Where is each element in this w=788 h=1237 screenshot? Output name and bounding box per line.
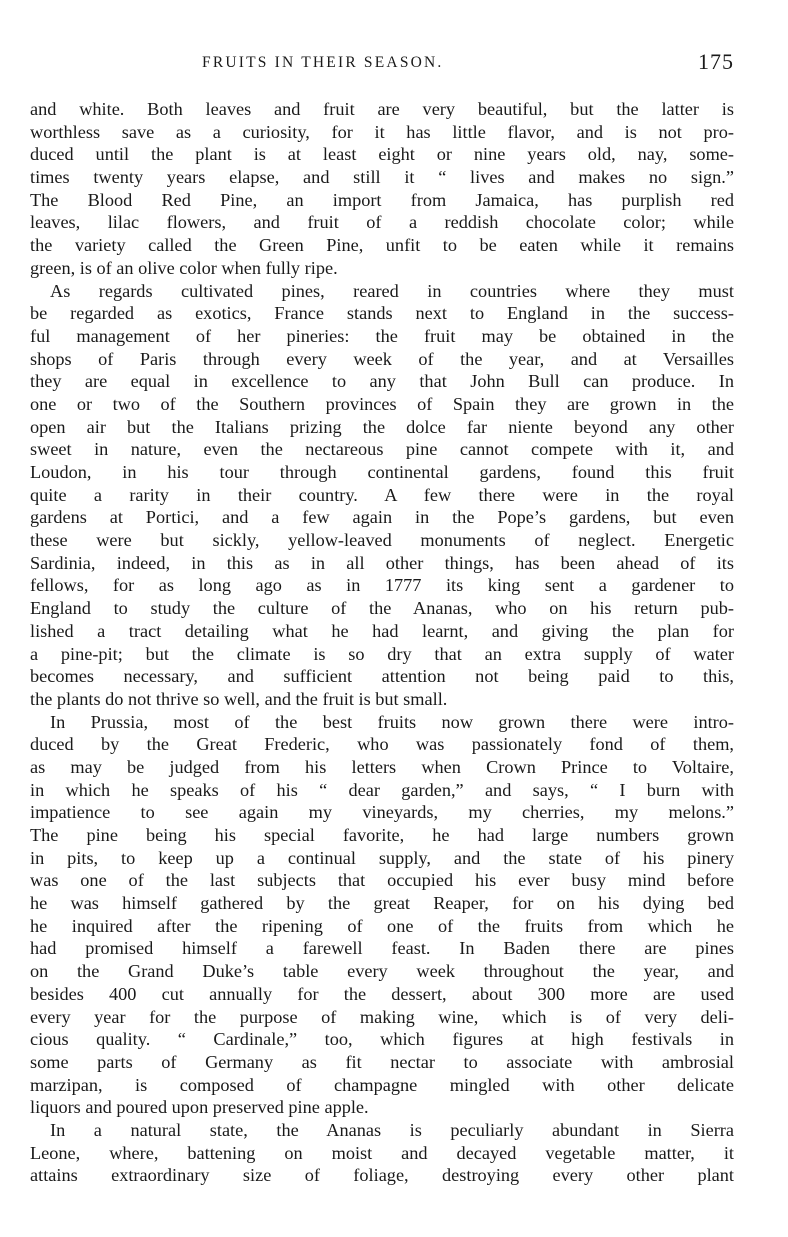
text-line: The pine being his special favorite, he had large numbers grown xyxy=(30,825,734,845)
page-header xyxy=(30,44,734,78)
text-line: attains extraordinary size of foliage, destroying every other plant xyxy=(30,1165,734,1186)
text-line: As regards cultivated pines, reared in countries where they must xyxy=(50,280,734,301)
text-line: England to study the culture of the Ananas, who on his return pub- xyxy=(30,598,734,619)
text-line: Leone, where, battening on moist and decayed vegetable matter, it xyxy=(30,1142,734,1163)
text-line: leaves, lilac flowers, and fruit of a reddish chocolate color; while xyxy=(30,212,734,233)
text-line: marzipan, is composed of champagne mingled with other delicate xyxy=(30,1074,734,1095)
text-line: shops of Paris through every week of the year, and at Versailles xyxy=(30,348,734,369)
text-line: one or two of the Southern provinces of Spain they are grown in the xyxy=(30,393,734,414)
text-line: the plants do not thrive so well, and the fruit is but small. xyxy=(30,688,448,709)
text-line: the variety called the Green Pine, unfit to be eaten while it remains xyxy=(30,235,734,256)
text-line: fellows, for as long ago as in 1777 its king sent a gardener to xyxy=(30,575,734,596)
text-line: he was himself gathered by the great Reaper, for on his dying bed xyxy=(30,893,734,914)
text-line: open air but the Italians prizing the dolce far niente beyond any other xyxy=(30,416,734,437)
text-line: some parts of Germany as fit nectar to associate with ambrosial xyxy=(30,1051,734,1072)
text-line: had promised himself a farewell feast. In Baden there are pines xyxy=(30,938,734,959)
body-text xyxy=(30,98,734,1187)
text-line: in pits, to keep up a continual supply, and the state of his pinery xyxy=(30,847,734,868)
text-line: as may be judged from his letters when Crown Prince to Voltaire, xyxy=(30,756,734,777)
text-line: besides 400 cut annually for the dessert, about 300 more are used xyxy=(30,983,734,1004)
text-line: becomes necessary, and sufficient attention not being paid to this, xyxy=(30,666,734,687)
text-line: be regarded as exotics, France stands next to England in the success- xyxy=(30,303,734,324)
text-line: cious quality. “ Cardinale,” too, which figures at high festivals in xyxy=(30,1029,734,1050)
text-line: duced by the Great Frederic, who was passionately fond of them, xyxy=(30,734,734,755)
text-line: was one of the last subjects that occupied his ever busy mind before xyxy=(30,870,734,891)
book-page xyxy=(30,44,734,1187)
text-line: impatience to see again my vineyards, my cherries, my melons.” xyxy=(30,802,734,823)
text-line: these were but sickly, yellow-leaved monuments of neglect. Energetic xyxy=(30,530,734,551)
text-line: ful management of her pineries: the fruit may be obtained in the xyxy=(30,325,734,346)
text-line: on the Grand Duke’s table every week throughout the year, and xyxy=(30,961,734,982)
text-line: liquors and poured upon preserved pine apple. xyxy=(30,1097,369,1118)
text-line: quite a rarity in their country. A few there were in the royal xyxy=(30,484,734,505)
text-line: a pine-pit; but the climate is so dry that an extra supply of water xyxy=(30,643,734,664)
text-line: Loudon, in his tour through continental gardens, found this fruit xyxy=(30,462,734,482)
text-line: sweet in nature, even the nectareous pine cannot compete with it, and xyxy=(30,439,734,460)
text-line: In Prussia, most of the best fruits now grown there were intro- xyxy=(50,711,734,732)
text-line: green, is of an olive color when fully ripe. xyxy=(30,257,338,278)
running-title: FRUITS IN THEIR SEASON. xyxy=(202,54,444,71)
text-line: duced until the plant is at least eight or nine years old, nay, some- xyxy=(30,144,734,165)
text-line: and white. Both leaves and fruit are very beautiful, but the latter is xyxy=(30,99,734,119)
text-line: they are equal in excellence to any that John Bull can produce. In xyxy=(30,371,734,392)
text-line: Sardinia, indeed, in this as in all other things, has been ahead of its xyxy=(30,552,734,573)
text-line: In a natural state, the Ananas is peculiarly abundant in Sierra xyxy=(50,1119,734,1140)
text-line: lished a tract detailing what he had learnt, and giving the plan for xyxy=(30,620,734,641)
text-line: in which he speaks of his “ dear garden,” and says, “ I burn with xyxy=(30,779,734,800)
text-line: The Blood Red Pine, an import from Jamaica, has purplish red xyxy=(30,189,734,210)
text-line: times twenty years elapse, and still it “ lives and makes no sign.” xyxy=(30,167,734,188)
text-line: every year for the purpose of making wine, which is of very deli- xyxy=(30,1006,734,1027)
text-line: he inquired after the ripening of one of the fruits from which he xyxy=(30,915,734,936)
page-number: 175 xyxy=(698,49,734,74)
text-line: worthless save as a curiosity, for it has little flavor, and is not pro- xyxy=(30,121,734,142)
text-line: gardens at Portici, and a few again in the Pope’s gardens, but even xyxy=(30,507,734,528)
